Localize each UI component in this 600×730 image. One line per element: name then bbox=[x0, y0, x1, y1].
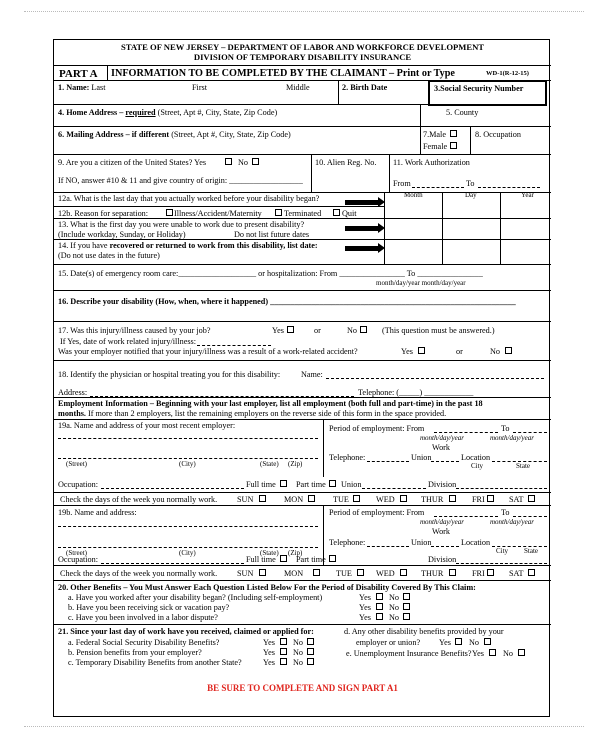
state-label: (State) bbox=[260, 460, 279, 468]
mailing-address-hint: (Street, Apt #, City, State, Zip Code) bbox=[169, 130, 291, 139]
since-last-day-title: 21. Since your last day of work have you received, claimed or applied for: bbox=[58, 627, 314, 636]
sick-pay-yes-checkbox[interactable] bbox=[376, 603, 383, 610]
divider bbox=[54, 290, 551, 291]
no-label: No bbox=[389, 603, 400, 612]
job-caused-question: 17. Was this injury/illness caused by your job? bbox=[58, 326, 211, 335]
street-label: (Street) bbox=[66, 549, 87, 557]
zip-label: (Zip) bbox=[288, 460, 303, 468]
divider bbox=[311, 154, 312, 192]
union-label: Union bbox=[411, 453, 432, 462]
job-caused-no-checkbox[interactable] bbox=[360, 326, 367, 333]
divider bbox=[54, 321, 551, 322]
injury-date-label: If Yes, date of work related injury/illness: bbox=[60, 337, 196, 346]
employer-notified-yes-label: Yes bbox=[401, 347, 413, 356]
labor-dispute-no-checkbox[interactable] bbox=[403, 613, 410, 620]
day-sat-label: SAT bbox=[509, 569, 524, 578]
no-label: No bbox=[293, 648, 304, 657]
yes-label: Yes bbox=[359, 593, 371, 602]
day-thur-label: THUR bbox=[421, 495, 444, 504]
job-caused-yes-checkbox[interactable] bbox=[287, 326, 294, 333]
date-hint-to: month/day/year bbox=[490, 518, 534, 526]
telephone-field[interactable] bbox=[367, 461, 409, 462]
employer-19b-name-field[interactable] bbox=[58, 526, 318, 527]
divider bbox=[500, 192, 501, 264]
citizen-no-label: No bbox=[238, 158, 249, 167]
from-label: From bbox=[393, 179, 411, 188]
day-tue-checkbox[interactable] bbox=[357, 569, 364, 576]
alien-reg-label: 10. Alien Reg. No. bbox=[315, 158, 377, 167]
employer-19b-address-field[interactable] bbox=[58, 547, 318, 548]
divider bbox=[54, 239, 551, 240]
period-to-label: To bbox=[501, 508, 510, 517]
terminated-checkbox[interactable] bbox=[275, 209, 282, 216]
divider bbox=[54, 624, 551, 625]
employer-19b-label: 19b. Name and address: bbox=[58, 508, 137, 517]
state-label: State bbox=[516, 462, 530, 470]
work-authorization-label: 11. Work Authorization bbox=[393, 158, 470, 167]
period-from-label: Period of employment: From bbox=[329, 424, 425, 433]
check-days-label: Check the days of the week you normally work. bbox=[60, 495, 218, 504]
header-line-2: DIVISION OF TEMPORARY DISABILITY INSURANCE bbox=[193, 52, 412, 62]
employer-19a-address-field[interactable] bbox=[58, 458, 318, 459]
division-field[interactable] bbox=[456, 488, 547, 489]
yes-label: Yes bbox=[439, 638, 451, 647]
day-sun-checkbox[interactable] bbox=[259, 495, 266, 502]
quit-checkbox[interactable] bbox=[333, 209, 340, 216]
federal-ssdi-yes-checkbox[interactable] bbox=[280, 638, 287, 645]
to-field[interactable] bbox=[478, 187, 540, 188]
page-bottom-rule bbox=[24, 726, 584, 727]
divider bbox=[442, 192, 443, 264]
occupation-label: Occupation: bbox=[58, 555, 99, 564]
day-fri-label: FRI bbox=[472, 495, 485, 504]
day-sat-label: SAT bbox=[509, 495, 524, 504]
arrow-right-icon bbox=[345, 200, 379, 205]
other-state-no-checkbox[interactable] bbox=[307, 658, 314, 665]
date-hint-to: month/day/year bbox=[490, 434, 534, 442]
employment-info-line-2: If more than 2 employers, list the remaining employers on the reverse side of this form in the space provided. bbox=[85, 409, 447, 418]
federal-ssdi-no-checkbox[interactable] bbox=[307, 638, 314, 645]
physician-telephone-field[interactable]: Telephone: (_____) ____________ bbox=[358, 388, 474, 397]
recovered-label: 14. If you have bbox=[58, 241, 110, 250]
divider bbox=[54, 126, 551, 127]
day-thur-checkbox[interactable] bbox=[449, 495, 456, 502]
day-fri-checkbox[interactable] bbox=[487, 569, 494, 576]
employer-union-question: employer or union? bbox=[356, 638, 421, 647]
required-text: required bbox=[125, 108, 156, 117]
date-format-hint: month/day/year month/day/year bbox=[376, 279, 466, 287]
period-from-field[interactable] bbox=[434, 432, 498, 433]
divider bbox=[54, 492, 551, 493]
divider bbox=[54, 154, 551, 155]
day-thur-label: THUR bbox=[421, 569, 444, 578]
divider bbox=[54, 397, 551, 398]
part-time-label: Part time bbox=[296, 480, 326, 489]
occupation-field[interactable] bbox=[101, 563, 244, 564]
division-field[interactable] bbox=[456, 563, 547, 564]
ssn-field[interactable] bbox=[428, 80, 547, 106]
part-time-checkbox[interactable] bbox=[329, 555, 336, 562]
worked-after-no-checkbox[interactable] bbox=[403, 593, 410, 600]
check-days-label: Check the days of the week you normally work. bbox=[60, 569, 218, 578]
other-state-question: c. Temporary Disability Benefits from another State? bbox=[68, 658, 242, 667]
physician-name-label: Name: bbox=[301, 370, 323, 379]
telephone-label: Telephone: bbox=[329, 453, 366, 462]
union-field[interactable] bbox=[362, 488, 426, 489]
divider bbox=[54, 419, 551, 420]
home-address-label: 4. Home Address – bbox=[58, 108, 126, 117]
first-day-unable-label: 13. What is the first day you were unable to work bbox=[58, 220, 220, 229]
occupation-label: 8. Occupation bbox=[475, 130, 521, 139]
union-field[interactable] bbox=[431, 461, 459, 462]
yes-label: Yes bbox=[263, 638, 275, 647]
terminated-label: Terminated bbox=[284, 209, 322, 218]
physician-name-field[interactable] bbox=[326, 378, 544, 379]
divider bbox=[107, 65, 108, 80]
full-time-checkbox[interactable] bbox=[280, 480, 287, 487]
worked-after-yes-checkbox[interactable] bbox=[376, 593, 383, 600]
name-label: 1. Name: bbox=[58, 83, 90, 92]
full-time-label: Full time bbox=[246, 480, 276, 489]
female-label: Female bbox=[423, 142, 448, 151]
months-text: months. bbox=[58, 409, 86, 418]
divider bbox=[54, 580, 551, 581]
part-label: PART A bbox=[59, 68, 98, 80]
city-label: City bbox=[496, 547, 509, 555]
day-sat-checkbox[interactable] bbox=[528, 495, 535, 502]
period-from-label: Period of employment: From bbox=[329, 508, 425, 517]
day-thur-checkbox[interactable] bbox=[449, 569, 456, 576]
or-label: or bbox=[314, 326, 321, 335]
describe-disability-field[interactable]: 16. Describe your disability (How, when, where it happened) ____________________________________________________________ bbox=[58, 297, 516, 306]
full-time-label: Full time bbox=[246, 555, 276, 564]
first-day-unable-suffix: due to present disability? bbox=[219, 220, 305, 229]
day-tue-label: TUE bbox=[336, 569, 352, 578]
day-wed-checkbox[interactable] bbox=[400, 495, 407, 502]
location-label: Location bbox=[461, 538, 491, 547]
month-header: Month bbox=[404, 191, 423, 199]
physician-label: 18. Identify the physician or hospital treating you for this disability: bbox=[58, 370, 281, 379]
name-middle: Middle bbox=[286, 83, 310, 92]
no-label: No bbox=[293, 658, 304, 667]
divider bbox=[54, 264, 551, 265]
employer-notified-yes-checkbox[interactable] bbox=[418, 347, 425, 354]
name-first: First bbox=[192, 83, 208, 92]
yes-label: Yes bbox=[263, 658, 275, 667]
country-origin-label: If NO, answer #10 & 11 and give country of origin: __________________ bbox=[58, 176, 303, 185]
pension-no-checkbox[interactable] bbox=[307, 648, 314, 655]
day-tue-checkbox[interactable] bbox=[353, 495, 360, 502]
yes-label: Yes bbox=[472, 649, 484, 658]
no-future-note: (Do not use dates in the future) bbox=[58, 251, 160, 260]
job-caused-no-label: No bbox=[347, 326, 358, 335]
divider bbox=[389, 154, 390, 192]
telephone-label: Telephone: bbox=[329, 538, 366, 547]
divider bbox=[338, 80, 339, 104]
day-header: Day bbox=[465, 191, 477, 199]
employer-notified-no-checkbox[interactable] bbox=[505, 347, 512, 354]
state-label: State bbox=[524, 547, 538, 555]
day-mon-label: MON bbox=[284, 495, 304, 504]
female-checkbox[interactable] bbox=[450, 142, 457, 149]
divider bbox=[54, 104, 428, 105]
worked-after-question: a. Have you worked after your disability began? (Including self-employment) bbox=[68, 593, 323, 602]
division-label: Division bbox=[428, 480, 457, 489]
unemployment-question: e. Unemployment Insurance Benefits? bbox=[346, 649, 472, 658]
divider bbox=[420, 126, 421, 154]
injury-date-field[interactable] bbox=[197, 345, 271, 346]
job-caused-yes-label: Yes bbox=[272, 326, 284, 335]
must-answer-note: (This question must be answered.) bbox=[382, 326, 495, 335]
arrow-right-icon bbox=[345, 226, 379, 231]
date-hint-from: month/day/year bbox=[420, 518, 464, 526]
page-top-rule bbox=[24, 11, 584, 12]
division-label: Division bbox=[428, 555, 457, 564]
zip-label: (Zip) bbox=[288, 549, 303, 557]
recovered-bold: recovered or returned to work from this disability, list date: bbox=[109, 241, 318, 250]
last-day-worked-question: 12a. What is the last day that you actually worked before your disability began? bbox=[58, 194, 320, 203]
divider bbox=[54, 360, 551, 361]
employment-info-line-1: Employment Information – Beginning with your last employer, list all employment (both full and part-time) in the past 18 bbox=[58, 399, 483, 408]
physician-address-label: Address: bbox=[58, 388, 88, 397]
mailing-address-label: 6. Mailing Address – if different bbox=[58, 130, 170, 139]
from-field[interactable] bbox=[412, 187, 464, 188]
day-wed-label: WED bbox=[376, 569, 395, 578]
ssn-label: 3.Social Security Number bbox=[434, 84, 524, 93]
male-checkbox[interactable] bbox=[450, 130, 457, 137]
divider bbox=[54, 565, 551, 566]
no-label: No bbox=[469, 638, 480, 647]
sign-part-a1-notice: BE SURE TO COMPLETE AND SIGN PART A1 bbox=[207, 683, 398, 693]
location-label: Location bbox=[461, 453, 491, 462]
labor-dispute-yes-checkbox[interactable] bbox=[376, 613, 383, 620]
quit-label: Quit bbox=[342, 209, 357, 218]
full-time-checkbox[interactable] bbox=[280, 555, 287, 562]
union-label: Union bbox=[411, 538, 432, 547]
day-sun-checkbox[interactable] bbox=[259, 569, 266, 576]
day-wed-label: WED bbox=[376, 495, 395, 504]
period-from-field[interactable] bbox=[434, 516, 498, 517]
work-label: Work bbox=[432, 443, 450, 452]
day-fri-label: FRI bbox=[472, 569, 485, 578]
year-header: Year bbox=[521, 191, 534, 199]
federal-ssdi-question: a. Federal Social Security Disability Benefits? bbox=[68, 638, 220, 647]
union-field[interactable] bbox=[431, 546, 459, 547]
yes-label: Yes bbox=[359, 603, 371, 612]
no-future-dates-note: Do not list future dates bbox=[234, 230, 310, 239]
emergency-care-field[interactable]: 15. Date(s) of emergency room care:___________________ or hospitalization: From ________________ To ________________ bbox=[58, 269, 483, 278]
claim-form bbox=[53, 39, 550, 717]
union-field-line: Union bbox=[341, 480, 362, 489]
city-label: (City) bbox=[179, 460, 196, 468]
occupation-label: Occupation: bbox=[58, 480, 99, 489]
separation-reason-label: 12b. Reason for separation: bbox=[58, 209, 149, 218]
part-time-label: Part time bbox=[296, 555, 326, 564]
birth-date-label: 2. Birth Date bbox=[342, 83, 388, 92]
other-state-yes-checkbox[interactable] bbox=[280, 658, 287, 665]
employer-19a-name-field[interactable] bbox=[58, 438, 318, 439]
divider bbox=[54, 206, 384, 207]
no-label: No bbox=[503, 649, 514, 658]
yes-label: Yes bbox=[359, 613, 371, 622]
day-wed-checkbox[interactable] bbox=[400, 569, 407, 576]
street-label: (Street) bbox=[66, 460, 87, 468]
period-to-field[interactable] bbox=[513, 432, 547, 433]
form-code: WD-1(R-12-15) bbox=[486, 70, 529, 77]
work-label: Work bbox=[432, 527, 450, 536]
telephone-field[interactable] bbox=[367, 546, 409, 547]
other-disability-yes-checkbox[interactable] bbox=[455, 638, 462, 645]
divider bbox=[323, 419, 324, 477]
include-workday-note: (Include workday, Sunday, or Holiday) bbox=[58, 230, 186, 239]
sick-pay-question: b. Have you been receiving sick or vacation pay? bbox=[68, 603, 230, 612]
citizen-question: 9. Are you a citizen of the United States? Yes bbox=[58, 158, 207, 167]
or-label: or bbox=[456, 347, 463, 356]
day-sun-label: SUN bbox=[237, 569, 254, 578]
other-disability-question: d. Any other disability benefits provided by your bbox=[344, 627, 504, 636]
divider bbox=[54, 505, 551, 506]
unemployment-no-checkbox[interactable] bbox=[518, 649, 525, 656]
unemployment-yes-checkbox[interactable] bbox=[489, 649, 496, 656]
no-label: No bbox=[389, 613, 400, 622]
employer-notified-question: Was your employer notified that your injury/illness was a result of a work-related accident? bbox=[58, 347, 358, 356]
date-hint-from: month/day/year bbox=[420, 434, 464, 442]
other-disability-no-checkbox[interactable] bbox=[484, 638, 491, 645]
illness-checkbox[interactable] bbox=[166, 209, 173, 216]
divider bbox=[420, 104, 421, 126]
county-label: 5. County bbox=[446, 108, 479, 117]
other-benefits-title: 20. Other Benefits – You Must Answer Each Question Listed Below For the Period of Disability Covered By This Claim: bbox=[58, 583, 476, 592]
day-sat-checkbox[interactable] bbox=[528, 569, 535, 576]
pension-yes-checkbox[interactable] bbox=[280, 648, 287, 655]
city-label: (City) bbox=[179, 549, 196, 557]
employer-19a-label: 19a. Name and address of your most recent employer: bbox=[58, 421, 236, 430]
pension-question: b. Pension benefits from your employer? bbox=[68, 648, 202, 657]
illness-label: Illness/Accident/Maternity bbox=[174, 209, 262, 218]
citizen-yes-checkbox[interactable] bbox=[225, 158, 232, 165]
no-label: No bbox=[293, 638, 304, 647]
divider bbox=[54, 218, 551, 219]
occupation-field[interactable] bbox=[101, 488, 244, 489]
state-label: (State) bbox=[260, 549, 279, 557]
day-tue-label: TUE bbox=[333, 495, 349, 504]
to-label: To bbox=[466, 179, 475, 188]
day-sun-label: SUN bbox=[237, 495, 254, 504]
divider bbox=[470, 126, 471, 154]
part-time-checkbox[interactable] bbox=[329, 480, 336, 487]
no-label: No bbox=[389, 593, 400, 602]
period-to-label: To bbox=[501, 424, 510, 433]
labor-dispute-question: c. Have you been involved in a labor dispute? bbox=[68, 613, 218, 622]
male-label: 7.Male bbox=[423, 130, 446, 139]
divider bbox=[54, 65, 551, 66]
day-mon-checkbox[interactable] bbox=[313, 569, 320, 576]
day-mon-label: MON bbox=[284, 569, 304, 578]
period-to-field[interactable] bbox=[513, 516, 547, 517]
home-address-hint: (Street, Apt #, City, State, Zip Code) bbox=[155, 108, 278, 117]
day-fri-checkbox[interactable] bbox=[487, 495, 494, 502]
city-label: City bbox=[471, 462, 484, 470]
sick-pay-no-checkbox[interactable] bbox=[403, 603, 410, 610]
name-last: Last bbox=[91, 83, 106, 92]
part-title: INFORMATION TO BE COMPLETED BY THE CLAIMANT – Print or Type bbox=[111, 68, 455, 79]
citizen-no-checkbox[interactable] bbox=[252, 158, 259, 165]
header-line-1: STATE OF NEW JERSEY – DEPARTMENT OF LABOR AND WORKFORCE DEVELOPMENT bbox=[120, 42, 485, 52]
arrow-right-icon bbox=[345, 246, 379, 251]
day-mon-checkbox[interactable] bbox=[308, 495, 315, 502]
yes-label: Yes bbox=[263, 648, 275, 657]
employer-notified-no-label: No bbox=[490, 347, 501, 356]
